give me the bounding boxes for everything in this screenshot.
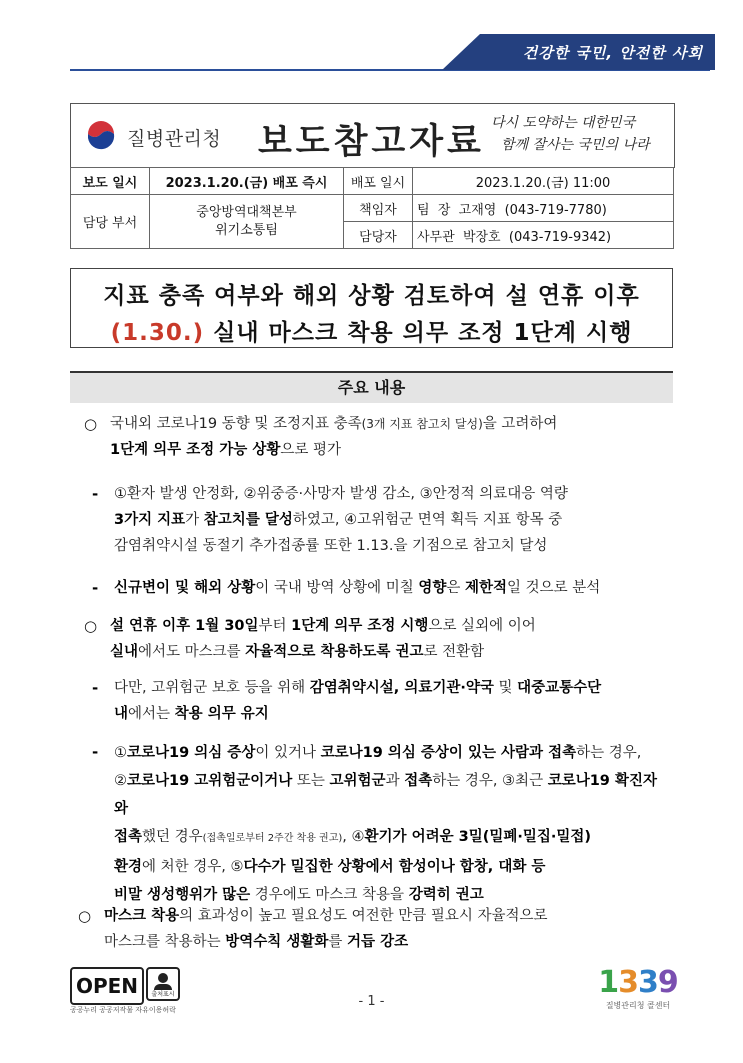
page-number: - 1 - — [358, 994, 385, 1009]
summary-item-2 — [110, 613, 665, 665]
headline-line-2-text: 실내 마스크 착용 의무 조정 1단계 시행 — [204, 320, 633, 346]
contact-label: 담당자 — [344, 222, 413, 249]
summary-text: 고위험군 — [329, 773, 386, 789]
summary-text: 로 전환함 — [423, 644, 485, 660]
summary-text: 코로나19 확진자와 — [114, 773, 657, 817]
headline-line-2 — [71, 314, 672, 347]
summary-title: 주요 내용 — [70, 373, 673, 403]
summary-subitem-3 — [114, 675, 667, 727]
summary-text: 과 — [385, 773, 405, 789]
headline-date: (1.30.) — [110, 320, 205, 346]
summary-text: 착용 의무 유지 — [174, 706, 269, 722]
summary-text: 거듭 강조 — [347, 934, 409, 950]
summary-text: 설 연휴 이후 1월 30일 — [110, 618, 259, 634]
slogan-cut — [442, 34, 480, 70]
summary-text: 환기가 어려운 3밀(밀폐·밀집·밀접) — [364, 829, 592, 845]
summary-text: 환경 — [114, 859, 143, 875]
summary-text: 에 처한 경우, ⑤ — [142, 859, 244, 875]
summary-text: 이 국내 방역 상황에 미칠 — [255, 580, 419, 596]
call-digit: 3 — [638, 965, 658, 1000]
summary-text: 방역수칙 생활화 — [225, 934, 329, 950]
headline-line-1: 지표 충족 여부와 해외 상황 검토하여 설 연휴 이후 — [103, 283, 640, 309]
call-digit: 9 — [657, 965, 678, 1000]
info-table — [70, 167, 674, 249]
summary-text: 감염취약시설, 의료기관·약국 — [309, 680, 494, 696]
call-digit: 3 — [618, 965, 638, 1000]
slogan-text: 건강한 국민, 안전한 사회 — [522, 44, 703, 62]
motto-line-1: 다시 도약하는 대한민국 — [491, 115, 636, 131]
summary-text: 및 — [493, 680, 518, 696]
summary-text: 부터 — [258, 618, 292, 634]
summary-text: 1단계 의무 조정 가능 상황 — [110, 442, 281, 458]
summary-text: 의 효과성이 높고 필요성도 여전한 만큼 필요시 자율적으로 — [179, 908, 548, 924]
agency-name: 질병관리청 — [127, 128, 222, 150]
call-center-logo — [598, 965, 678, 1015]
dept-label: 담당 부서 — [71, 195, 150, 249]
summary-text: 를 — [328, 934, 348, 950]
summary-text: ② — [114, 773, 127, 789]
dist-label: 배포 일시 — [344, 168, 413, 195]
motto-line-2: 함께 잘사는 국민의 나라 — [501, 137, 650, 153]
dept-line-1: 중앙방역대책본부 — [196, 204, 297, 220]
contact-value: 사무관 박장호 (043-719-9342) — [413, 222, 674, 249]
summary-text: 에서는 — [128, 706, 175, 722]
dash-bullet-1: - — [92, 485, 99, 503]
resp-value: 팀 장 고재영 (043-719-7780) — [413, 195, 674, 222]
summary-text: 강력히 권고 — [408, 887, 484, 903]
summary-text: 했던 경우 — [142, 829, 203, 845]
summary-text: 을 고려하여 — [482, 416, 558, 432]
summary-text: 자율적으로 착용하도록 권고 — [245, 644, 424, 660]
summary-text: 하는 경우, — [576, 745, 642, 761]
summary-text: 코로나19 의심 증상 — [127, 745, 256, 761]
circle-bullet-3: ○ — [78, 907, 92, 925]
summary-subitem-2 — [114, 575, 667, 601]
summary-text: 비말 생성행위가 많은 — [114, 887, 251, 903]
summary-text: 가 — [185, 512, 204, 528]
summary-text: ①환자 발생 안정화, ②위중증·사망자 발생 감소, ③안정적 의료대응 역량 — [114, 486, 568, 502]
summary-text: 은 — [446, 580, 465, 596]
resp-label: 책임자 — [344, 195, 413, 222]
circle-bullet-1: ○ — [84, 415, 98, 433]
summary-text: 하였고, ④고위험군 면역 획득 지표 항목 중 — [292, 512, 563, 528]
summary-item-1 — [110, 411, 665, 463]
summary-text: 일 것으로 분석 — [507, 580, 601, 596]
summary-text: 이 있거나 — [255, 745, 321, 761]
dash-bullet-3: - — [92, 679, 99, 697]
summary-text: 경우에도 마스크 착용을 — [250, 887, 409, 903]
call-number — [598, 965, 678, 1000]
open-caption: 공공누리 공공저작물 자유이용허락 — [70, 1006, 176, 1014]
summary-text: 영향 — [418, 580, 447, 596]
release-header — [70, 103, 675, 168]
slogan-banner — [445, 34, 715, 74]
dist-value: 2023.1.20.(금) 11:00 — [413, 168, 674, 195]
call-digit: 1 — [598, 965, 619, 1000]
embargo-value: 2023.1.20.(금) 배포 즉시 — [150, 168, 344, 195]
summary-text: , ④ — [342, 829, 365, 845]
dash-bullet-4: - — [92, 743, 99, 761]
summary-text: 하는 경우, ③최근 — [432, 773, 548, 789]
summary-text: 3가지 지표 — [114, 512, 186, 528]
summary-text: 국내외 코로나19 동향 및 조정지표 충족 — [110, 416, 362, 432]
summary-text: 으로 평가 — [280, 442, 341, 458]
summary-subitem-4 — [114, 739, 667, 909]
summary-text: (3개 지표 참고치 달성) — [361, 417, 483, 431]
summary-text: 코로나19 고위험군이거나 — [127, 773, 293, 789]
summary-text: 으로 실외에 이어 — [428, 618, 536, 634]
summary-text: 내 — [114, 706, 129, 722]
summary-text: 접촉 — [114, 829, 143, 845]
slogan-box — [480, 34, 715, 70]
summary-text: 실내 — [110, 644, 139, 660]
summary-text: 마스크 착용 — [104, 908, 180, 924]
dash-bullet-2: - — [92, 579, 99, 597]
summary-text: 접촉 — [404, 773, 433, 789]
summary-text: 제한적 — [464, 580, 508, 596]
summary-text: 또는 — [292, 773, 330, 789]
summary-item-3 — [104, 903, 664, 955]
embargo-label: 보도 일시 — [71, 168, 150, 195]
summary-section — [70, 371, 673, 963]
summary-text: 대중교통수단 — [517, 680, 602, 696]
summary-text: 에서도 마스크를 — [138, 644, 246, 660]
summary-subitem-1 — [114, 481, 667, 559]
summary-text: 1단계 의무 조정 시행 — [291, 618, 429, 634]
circle-bullet-2: ○ — [84, 617, 98, 635]
summary-text: 마스크를 착용하는 — [104, 934, 226, 950]
open-sub-label: 출처표시 — [151, 991, 175, 998]
headline-box — [70, 268, 673, 348]
summary-text: ① — [114, 745, 127, 761]
summary-text: 코로나19 의심 증상이 있는 사람과 접촉 — [320, 745, 577, 761]
summary-text: 다만, 고위험군 보호 등을 위해 — [114, 680, 310, 696]
summary-text: 참고치를 달성 — [203, 512, 293, 528]
dept-line-2: 위기소통팀 — [215, 222, 278, 238]
summary-text: 신규변이 및 해외 상황 — [114, 580, 256, 596]
kdca-logo-icon — [85, 120, 117, 152]
call-caption: 질병관리청 콜센터 — [605, 1001, 671, 1010]
release-type-title: 보도참고자료 — [258, 122, 485, 162]
summary-text: 다수가 밀집한 상황에서 함성이나 합창, 대화 등 — [243, 859, 546, 875]
open-label: OPEN — [70, 967, 144, 1005]
summary-text: 감염취약시설 동절기 추가접종률 또한 1.13.을 기점으로 참고치 달성 — [114, 538, 548, 554]
summary-text: (접촉일로부터 2주간 착용 권고) — [202, 833, 343, 844]
dept-value — [150, 195, 344, 249]
